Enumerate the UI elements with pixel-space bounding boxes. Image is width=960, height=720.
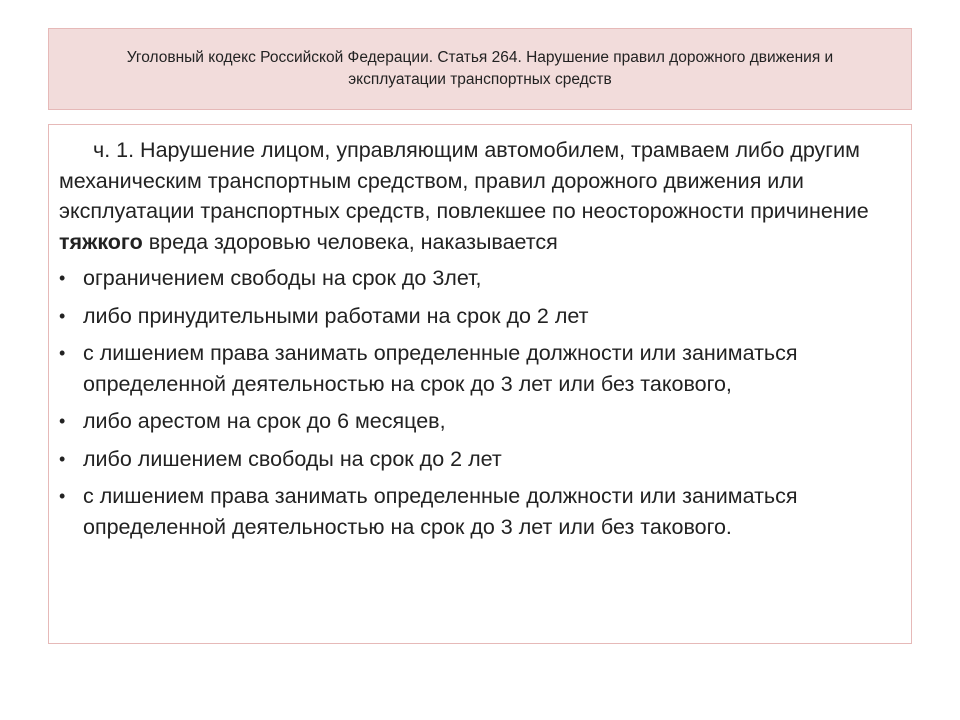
slide-title-box bbox=[48, 28, 912, 110]
bullet-icon: • bbox=[59, 268, 66, 288]
bullet-icon: • bbox=[59, 486, 66, 506]
penalty-text: либо принудительными работами на срок до 2 лет bbox=[83, 303, 589, 328]
penalty-text: ограничением свободы на срок до 3лет, bbox=[83, 266, 482, 290]
paragraph-bold-word: тяжкого bbox=[59, 229, 143, 254]
penalty-text: либо лишением свободы на срок до 2 лет bbox=[83, 446, 502, 471]
penalty-text: либо арестом на срок до 6 месяцев, bbox=[83, 409, 446, 433]
penalty-list bbox=[59, 263, 904, 542]
article-paragraph bbox=[59, 135, 904, 257]
bullet-icon: • bbox=[59, 411, 66, 431]
bullet-icon: • bbox=[59, 305, 66, 326]
slide-title: Уголовный кодекс Российской Федерации. Статья 264. Нарушение правил дорожного движения и эксплуатации транспортных средств bbox=[126, 49, 834, 88]
penalty-item bbox=[59, 338, 904, 399]
penalty-item bbox=[59, 263, 904, 294]
content-box bbox=[48, 124, 912, 644]
bullet-icon: • bbox=[59, 448, 66, 469]
penalty-text: с лишением права занимать определенные должности или заниматься определенной деятельностью на срок до 3 лет или без такового. bbox=[83, 484, 798, 539]
penalty-item bbox=[59, 301, 904, 332]
paragraph-text-start: ч. 1. Нарушение лицом, управляющим автомобилем, трамваем либо другим механическим транспортным средством, правил дорожного движения или эксплуатации транспортных средств, повлекшее по неосторожности причинение bbox=[59, 138, 869, 223]
penalty-text: с лишением права занимать определенные должности или заниматься определенной деятельностью на срок до 3 лет или без такового, bbox=[83, 341, 798, 396]
article-content bbox=[59, 135, 904, 549]
paragraph-text-end: вреда здоровью человека, наказывается bbox=[142, 229, 558, 254]
bullet-icon: • bbox=[59, 343, 66, 363]
penalty-item bbox=[59, 481, 904, 542]
penalty-item bbox=[59, 444, 904, 475]
penalty-item bbox=[59, 406, 904, 437]
